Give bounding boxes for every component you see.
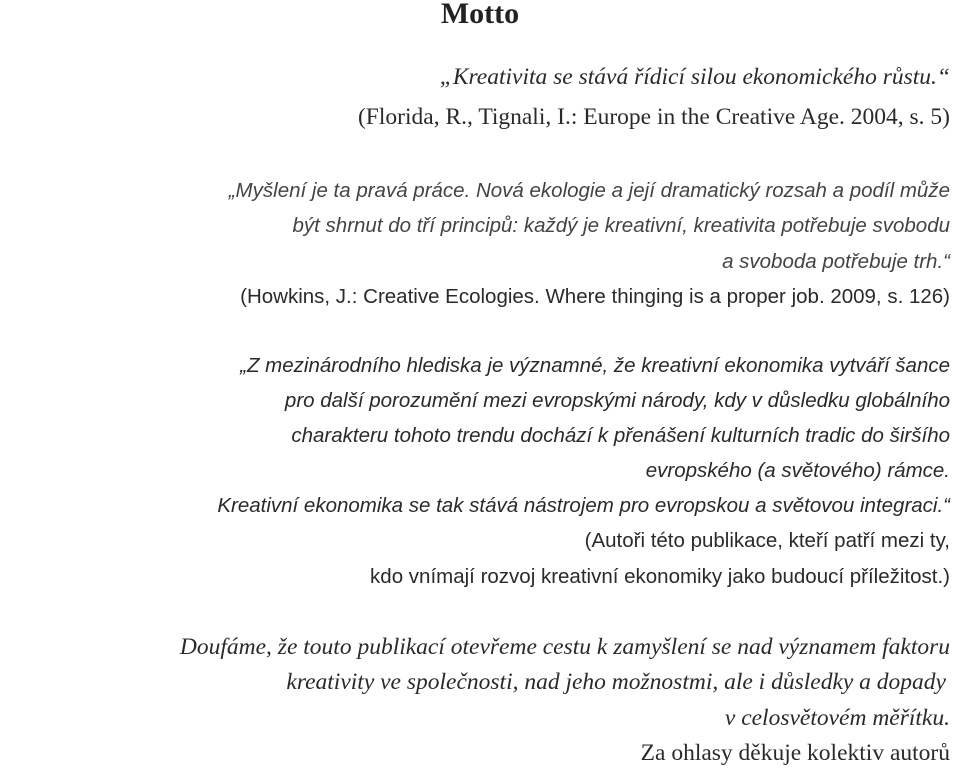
quote-florida-citation: (Florida, R., Tignali, I.: Europe in the Creative Age. 2004, s. 5) <box>357 104 950 130</box>
quote-howkins-citation: (Howkins, J.: Creative Ecologies. Where thinging is a proper job. 2009, s. 126) <box>240 285 950 308</box>
quote-florida-text: „Kreativita se stává řídicí silou ekonomického růstu.“ <box>439 64 950 90</box>
quote-authors-line-3: charakteru tohoto trendu dochází k přenášení kulturních tradic do širšího <box>291 424 950 447</box>
quote-authors-line-5: Kreativní ekonomika se tak stává nástrojem pro evropskou a světovou integraci.“ <box>217 494 950 517</box>
quote-howkins-line-2: být shrnut do tří principů: každý je kreativní, kreativita potřebuje svobodu <box>292 214 950 237</box>
quote-howkins-line-3: a svoboda potřebuje trh.“ <box>722 250 950 273</box>
quote-howkins-line-1: „Myšlení je ta pravá práce. Nová ekologie a její dramatický rozsah a podíl může <box>228 179 950 202</box>
closing-line-2: kreativity ve společnosti, nad jeho možnostmi, ale i důsledky a dopady <box>286 669 946 695</box>
quote-authors-line-2: pro další porozumění mezi evropskými národy, kdy v důsledku globálního <box>284 389 950 412</box>
page-title: Motto <box>440 0 520 30</box>
closing-line-1: Doufáme, že touto publikací otevřeme cestu k zamyšlení se nad významem faktoru <box>179 634 950 660</box>
quote-authors-citation-1: (Autoři této publikace, kteří patří mezi ty, <box>584 529 950 552</box>
closing-line-3: v celosvětovém měřítku. <box>724 705 950 731</box>
quote-authors-line-1: „Z mezinárodního hlediska je významné, že kreativní ekonomika vytváří šance <box>240 354 950 377</box>
closing-thanks: Za ohlasy děkuje kolektiv autorů <box>640 740 950 766</box>
quote-authors-citation-2: kdo vnímají rozvoj kreativní ekonomiky jako budoucí příležitost.) <box>370 565 950 588</box>
quote-authors-line-4: evropského (a světového) rámce. <box>645 459 950 482</box>
